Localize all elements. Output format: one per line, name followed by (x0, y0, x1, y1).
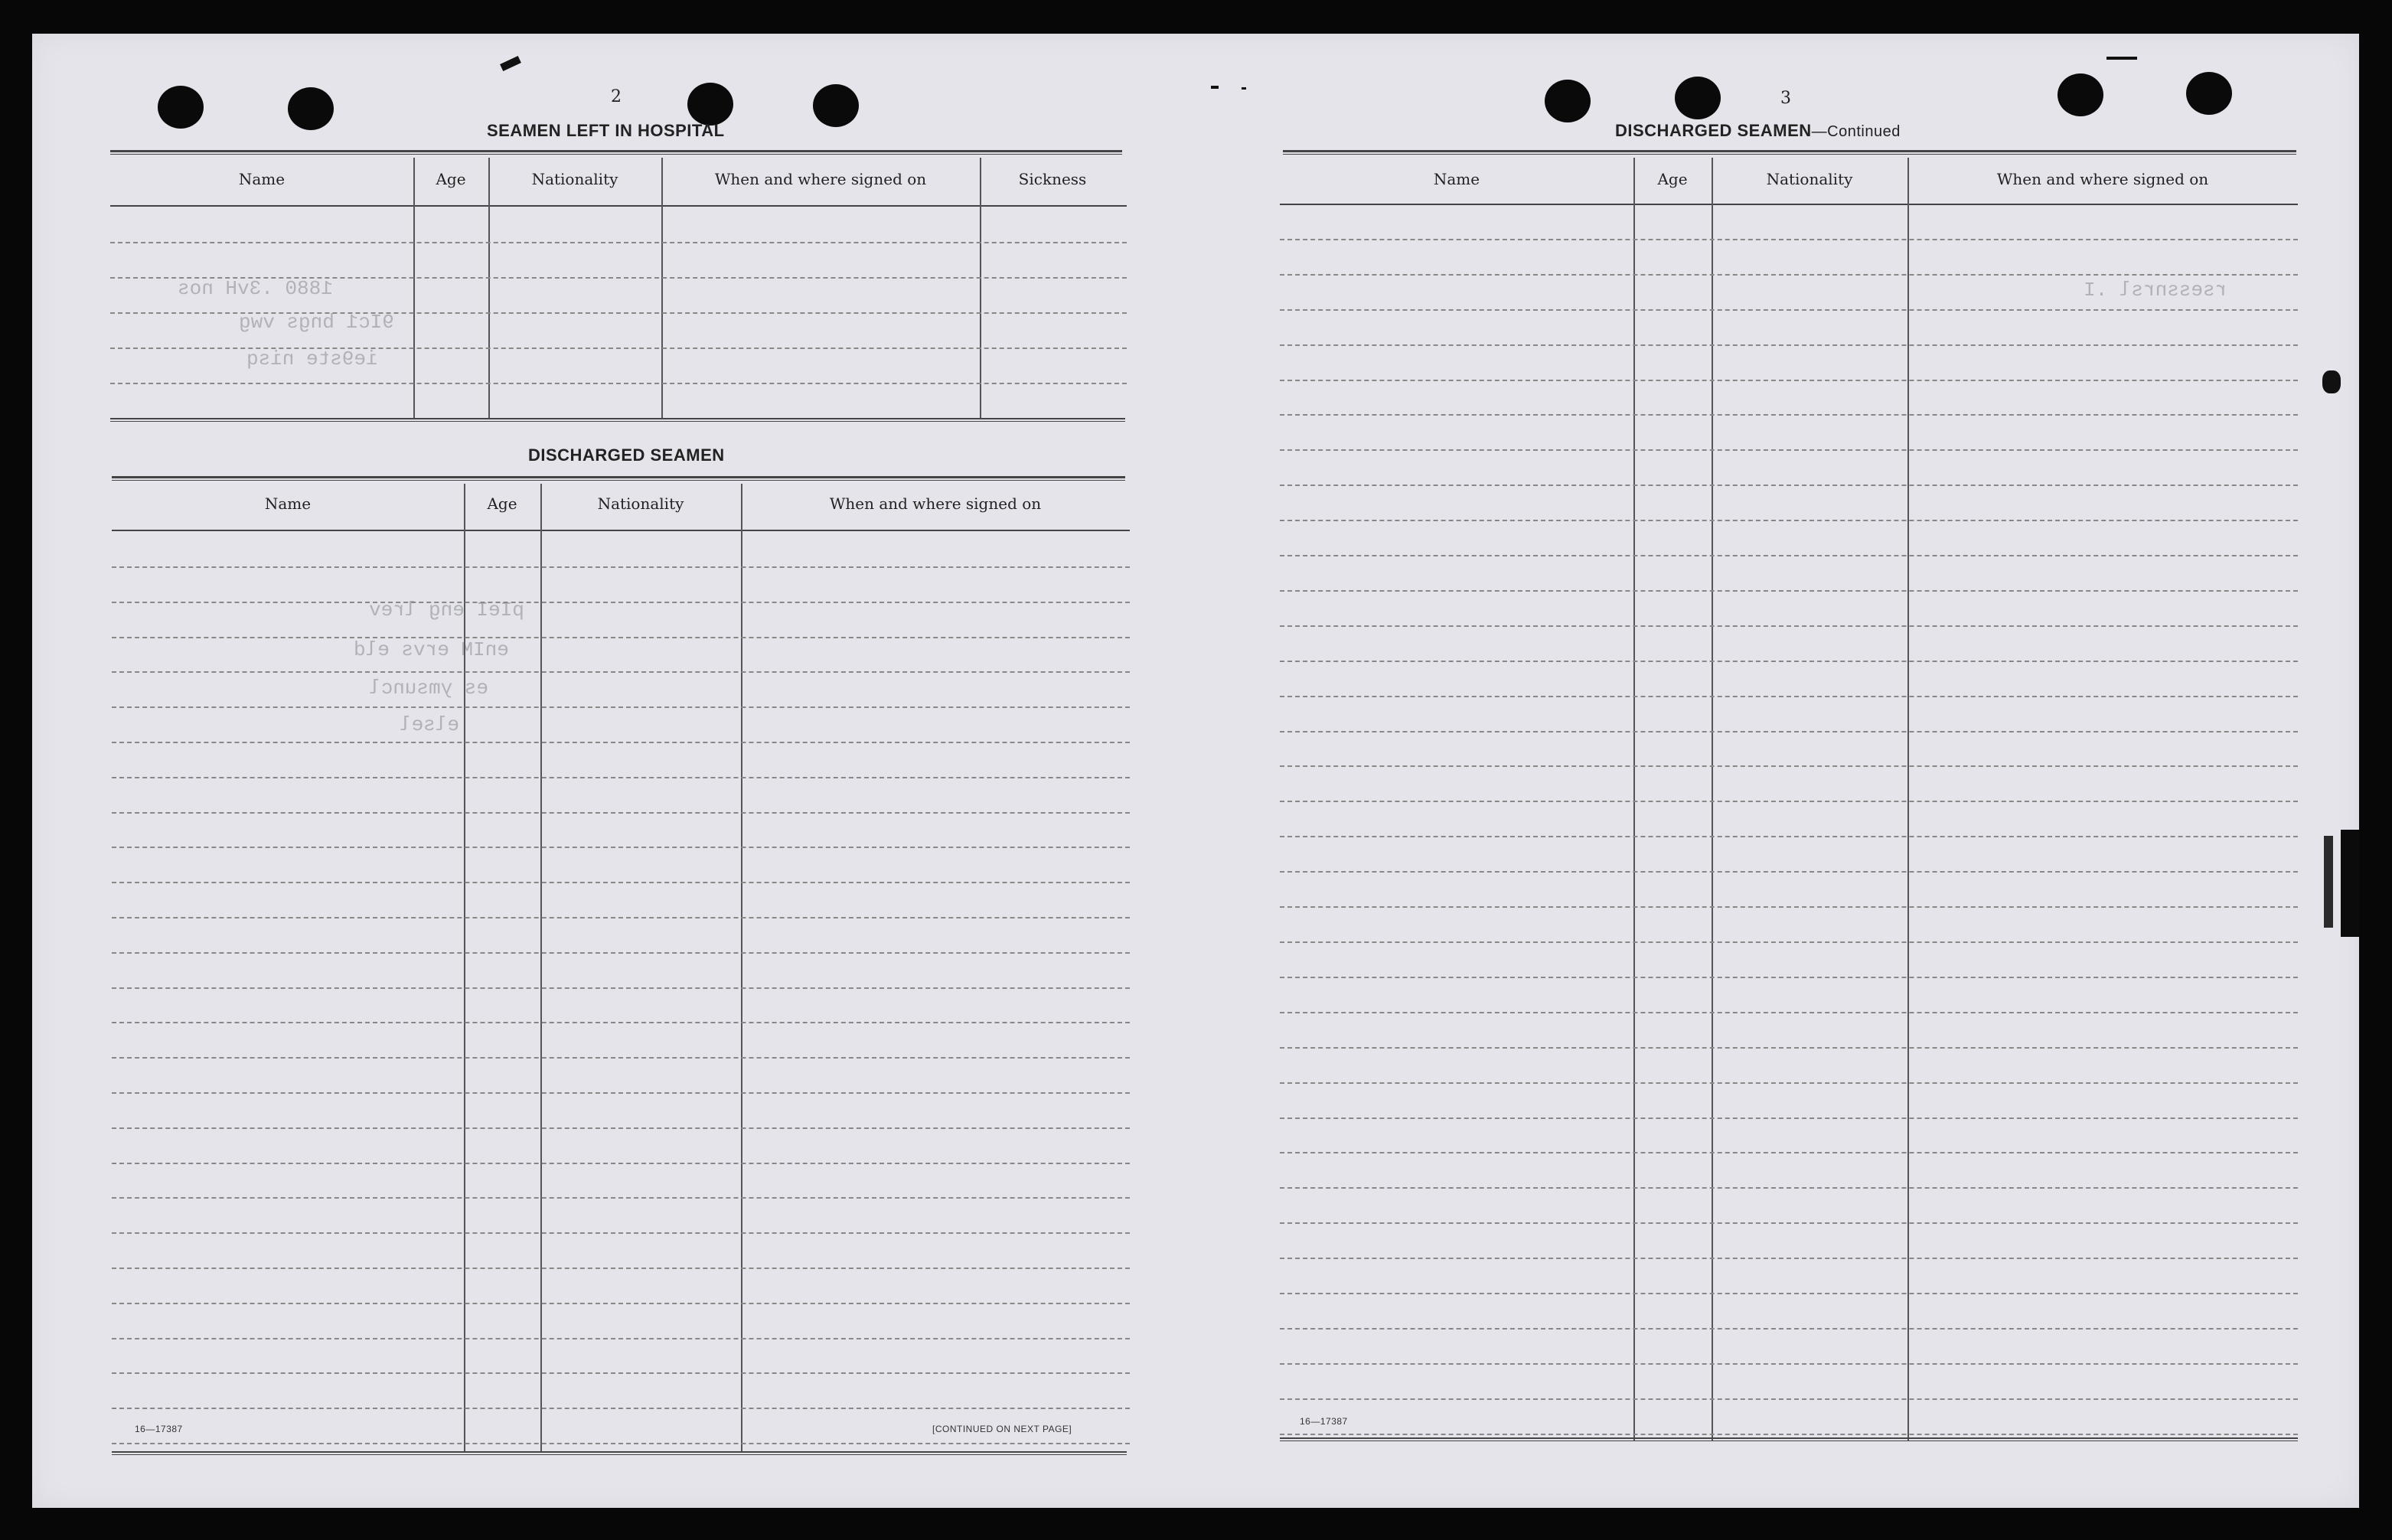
entry-line (1280, 414, 2298, 416)
column-divider (540, 484, 542, 1453)
column-divider (980, 158, 981, 418)
entry-line (112, 1197, 1130, 1199)
entry-line (110, 277, 1127, 279)
discharged-section-title: DISCHARGED SEAMEN (528, 445, 725, 465)
section-title-text: DISCHARGED SEAMEN (1615, 121, 1812, 140)
document-sheet (32, 34, 2359, 1508)
entry-line (1280, 485, 2298, 486)
binder-clip (2341, 830, 2359, 937)
entry-line (1280, 977, 2298, 978)
column-divider (464, 484, 465, 1453)
entry-line (112, 812, 1130, 814)
entry-line (1280, 906, 2298, 908)
entry-line (1280, 941, 2298, 943)
entry-line (1280, 1117, 2298, 1119)
continued-note: [CONTINUED ON NEXT PAGE] (932, 1424, 1072, 1434)
punch-hole (288, 87, 334, 130)
discharged-continued-title (1615, 121, 1901, 141)
column-header-age: Age (1657, 170, 1688, 188)
entry-line (1280, 1434, 2298, 1435)
bleed-through-text: enIM ervs eld (354, 638, 509, 661)
entry-line (112, 1338, 1130, 1339)
bleed-through-text: ie9ste nisq (246, 347, 378, 370)
entry-line (1280, 1398, 2298, 1400)
entry-line (1280, 1082, 2298, 1084)
column-divider (1907, 158, 1909, 1440)
entry-line (1280, 555, 2298, 556)
entry-line (112, 1303, 1130, 1304)
entry-line (1280, 590, 2298, 592)
column-header-nationality: Nationality (597, 494, 684, 513)
entry-line (112, 987, 1130, 989)
entry-line (1280, 520, 2298, 521)
entry-line (110, 312, 1127, 314)
entry-line (112, 742, 1130, 743)
entry-line (1280, 765, 2298, 767)
ink-mark (1211, 86, 1219, 89)
hospital-section-title: SEAMEN LEFT IN HOSPITAL (487, 121, 725, 140)
entry-line (1280, 274, 2298, 276)
header-rule (112, 530, 1130, 531)
entry-line (112, 952, 1130, 954)
form-number: 16—17387 (135, 1424, 183, 1434)
entry-line (1280, 731, 2298, 732)
ink-mark (500, 56, 521, 71)
bleed-through-text: 1880 .3vH nos (178, 277, 333, 300)
page-number: 2 (611, 87, 622, 106)
entry-line (112, 602, 1130, 603)
entry-line (1280, 1258, 2298, 1259)
table-bottom-rule (110, 418, 1125, 422)
entry-line (112, 1163, 1130, 1164)
entry-line (112, 706, 1130, 708)
entry-line (1280, 696, 2298, 697)
table-top-rule (1283, 150, 2296, 155)
column-divider (488, 158, 490, 418)
entry-line (112, 882, 1130, 883)
column-header-sickness: Sickness (1018, 170, 1087, 188)
entry-line (1280, 1012, 2298, 1013)
table-top-rule (112, 476, 1125, 481)
column-divider (413, 158, 415, 418)
column-header-nationality: Nationality (531, 170, 618, 188)
binder-clip (2324, 836, 2333, 928)
entry-line (1280, 1047, 2298, 1049)
punch-hole (1545, 80, 1591, 122)
column-header-signed-on: When and where signed on (829, 494, 1042, 513)
entry-line (1280, 1328, 2298, 1330)
table-bottom-rule (1280, 1437, 2298, 1441)
entry-line (112, 1232, 1130, 1234)
entry-line (112, 1022, 1130, 1023)
entry-line (1280, 1293, 2298, 1294)
entry-line (112, 917, 1130, 918)
entry-line (112, 1127, 1130, 1129)
ink-mark (2106, 57, 2137, 60)
entry-line (1280, 836, 2298, 837)
entry-line (110, 347, 1127, 349)
entry-line (1280, 1152, 2298, 1153)
header-rule (1280, 204, 2298, 205)
entry-line (110, 383, 1127, 384)
entry-line (112, 637, 1130, 638)
punch-hole (2186, 72, 2232, 115)
entry-line (112, 1408, 1130, 1409)
table-top-rule (110, 150, 1122, 155)
entry-line (1280, 1222, 2298, 1224)
column-header-name: Name (238, 170, 286, 188)
punch-hole (1675, 77, 1721, 119)
ink-mark (2322, 370, 2341, 393)
bleed-through-text: elsel (400, 713, 460, 736)
entry-line (1280, 309, 2298, 311)
bleed-through-text: 9Ic1 bngs vwg (239, 311, 394, 334)
entry-line (112, 671, 1130, 673)
entry-line (110, 242, 1127, 243)
header-rule (110, 205, 1127, 207)
entry-line (1280, 1363, 2298, 1365)
entry-line (1280, 380, 2298, 381)
entry-line (1280, 1187, 2298, 1189)
entry-line (112, 777, 1130, 778)
entry-line (1280, 801, 2298, 802)
column-header-signed-on: When and where signed on (714, 170, 927, 188)
entry-line (1280, 449, 2298, 451)
entry-line (1280, 661, 2298, 662)
column-divider (1633, 158, 1635, 1440)
column-divider (741, 484, 742, 1453)
table-bottom-rule (112, 1451, 1127, 1455)
entry-line (1280, 344, 2298, 346)
bleed-through-text: rsessnrsl .I (2084, 279, 2227, 302)
column-header-name: Name (264, 494, 312, 513)
column-divider (1712, 158, 1713, 1440)
bleed-through-text: es ymsuncl (369, 677, 489, 700)
entry-line (1280, 625, 2298, 627)
form-number: 16—17387 (1300, 1416, 1348, 1427)
ink-mark (1242, 87, 1246, 90)
column-header-nationality: Nationality (1766, 170, 1853, 188)
column-header-name: Name (1433, 170, 1480, 188)
punch-hole (2058, 73, 2103, 116)
column-header-age: Age (487, 494, 517, 513)
punch-hole (158, 86, 204, 129)
entry-line (1280, 239, 2298, 240)
punch-hole (687, 83, 733, 126)
entry-line (112, 1372, 1130, 1374)
bleed-through-text: pIeI eng lrev (369, 599, 524, 622)
entry-line (112, 1268, 1130, 1269)
entry-line (112, 1443, 1130, 1444)
entry-line (112, 1057, 1130, 1059)
entry-line (112, 1092, 1130, 1094)
entry-line (112, 566, 1130, 568)
punch-hole (813, 84, 859, 127)
section-title-suffix: —Continued (1811, 123, 1901, 140)
column-divider (661, 158, 663, 418)
page-number: 3 (1780, 89, 1791, 108)
column-header-signed-on: When and where signed on (1996, 170, 2209, 188)
entry-line (1280, 871, 2298, 873)
column-header-age: Age (436, 170, 466, 188)
entry-line (112, 847, 1130, 848)
